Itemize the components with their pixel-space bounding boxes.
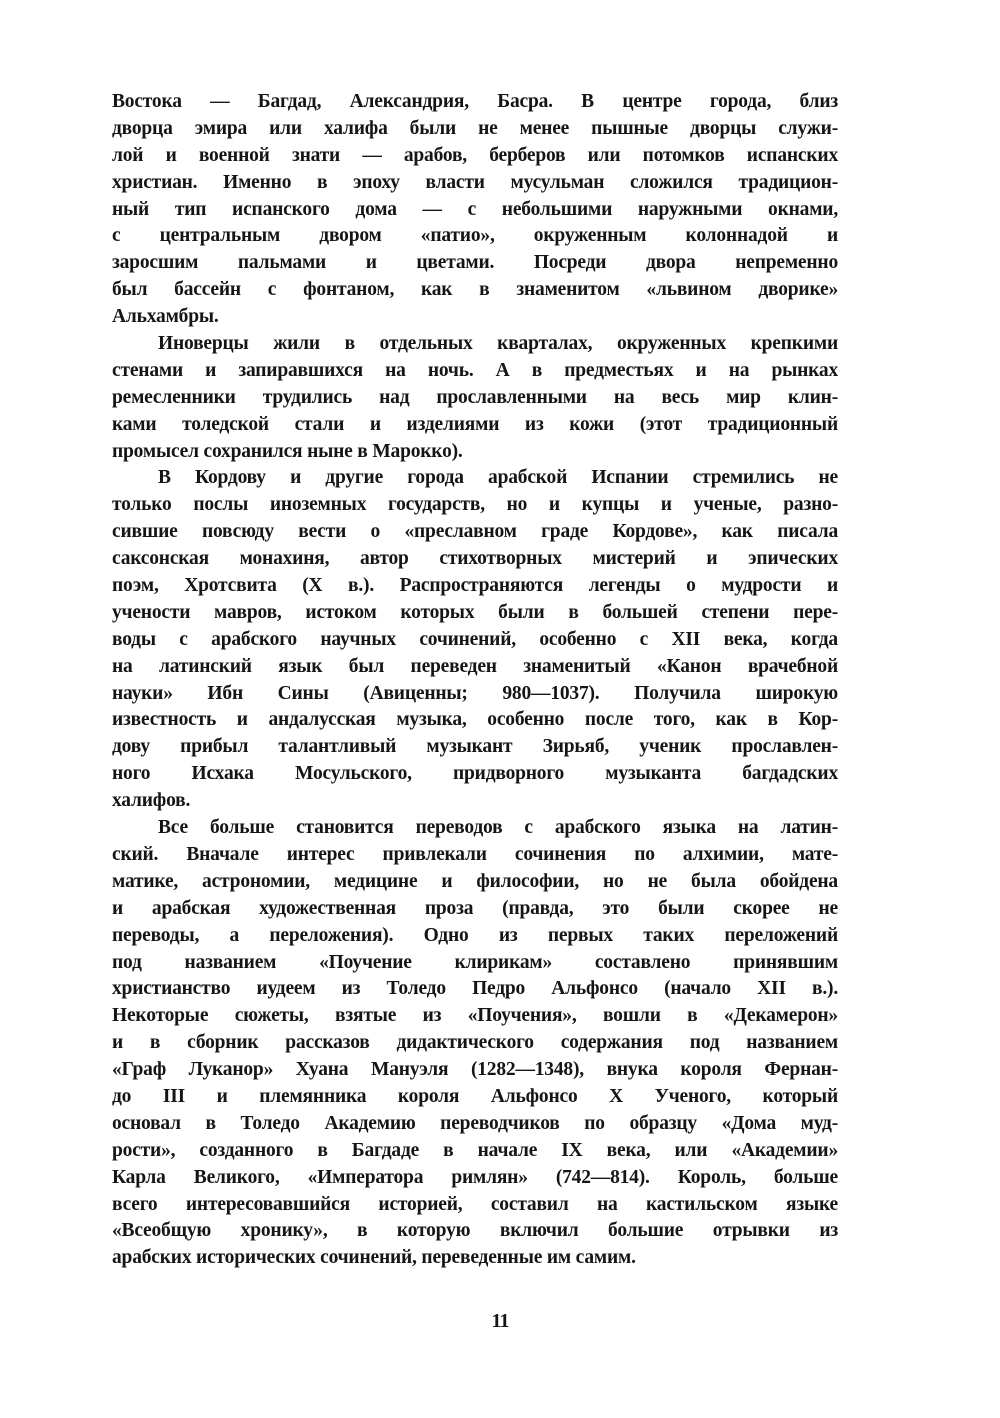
text-line: ремесленники трудились над прославленными на весь мир клин- — [112, 386, 838, 408]
text-line: ский. Вначале интерес привлекали сочинения по алхимии, мате- — [112, 843, 838, 865]
text-line: на латинский язык был переведен знаменитый «Канон врачебной — [112, 655, 838, 677]
text-line: дову прибыл талантливый музыкант Зирьяб, ученик прославлен- — [112, 736, 838, 758]
text-line: всего интересовавшийся историей, составил на кастильском языке — [112, 1193, 838, 1215]
text-line: переводы, а переложения). Одно из первых таких переложений — [112, 924, 838, 946]
text-line: заросшим пальмами и цветами. Посреди двора непременно — [112, 252, 838, 274]
text-line: саксонская монахиня, автор стихотворных мистерий и эпических — [112, 548, 838, 570]
text-line: известность и андалусская музыка, особенно после того, как в Кор- — [112, 709, 838, 731]
text-line: халифов. — [112, 790, 191, 812]
page-number: 11 — [491, 1310, 509, 1332]
text-line: и в сборник рассказов дидактического содержания под названием — [112, 1032, 838, 1054]
text-line: промысел сохранился ныне в Марокко). — [112, 440, 463, 462]
text-line: науки» Ибн Сины (Авиценны; 980—1037). Получила широкую — [112, 682, 838, 704]
text-line: Все больше становится переводов с арабского языка на латин- — [158, 817, 838, 839]
text-line: христианство иудеем из Толедо Педро Альфонсо (начало XII в.). — [112, 978, 838, 1000]
text-line: Альхамбры. — [112, 306, 219, 328]
text-line: «Всеобщую хронику», в которую включил большие отрывки из — [112, 1220, 838, 1242]
text-line: арабских исторических сочинений, переведенные им самим. — [112, 1247, 636, 1269]
text-line: ного Исхака Мосульского, придворного музыканта багдадских — [112, 763, 838, 785]
text-line: дворца эмира или халифа были не менее пышные дворцы служи- — [112, 117, 838, 139]
text-line: воды с арабского научных сочинений, особенно с XII века, когда — [112, 628, 838, 650]
text-line: «Граф Луканор» Хуана Мануэля (1282—1348), внука короля Фернан- — [112, 1059, 838, 1081]
text-line: матике, астрономии, медицине и философии, но не была обойдена — [112, 870, 838, 892]
text-line: В Кордову и другие города арабской Испании стремились не — [158, 467, 838, 489]
text-line: до III и племянника короля Альфонсо X Ученого, который — [112, 1085, 838, 1107]
text-line: ный тип испанского дома — с небольшими наружными окнами, — [112, 198, 838, 220]
paragraph — [112, 465, 838, 815]
text-line: только послы иноземных государств, но и купцы и ученые, разно- — [112, 494, 838, 516]
text-line: поэм, Хротсвита (X в.). Распространяются легенды о мудрости и — [112, 575, 838, 597]
text-line: Востока — Багдад, Александрия, Басра. В центре города, близ — [112, 91, 838, 112]
paragraph — [112, 89, 838, 331]
text-line: и арабская художественная проза (правда, это были скорее не — [112, 897, 838, 919]
text-line: Карла Великого, «Императора римлян» (742—814). Король, больше — [112, 1166, 838, 1188]
text-line: учености мавров, истоком которых были в большей степени пере- — [112, 601, 838, 623]
text-line: под названием «Поучение клирикам» составлено принявшим — [112, 951, 838, 973]
text-line: сившие повсюду вести о «преславном граде Кордове», как писала — [112, 521, 838, 543]
text-line: рости», созданного в Багдаде в начале IX века, или «Академии» — [112, 1139, 838, 1161]
text-line: с центральным двором «патио», окруженным колоннадой и — [112, 225, 838, 247]
text-line: ками толедской стали и изделиями из кожи (этот традиционный — [112, 413, 838, 435]
text-line: христиан. Именно в эпоху власти мусульман сложился традицион- — [112, 171, 838, 193]
text-line: лой и военной знати — арабов, берберов или потомков испанских — [112, 144, 838, 166]
text-line: Иноверцы жили в отдельных кварталах, окруженных крепкими — [158, 333, 838, 355]
paragraph — [112, 331, 838, 465]
paragraph — [112, 815, 838, 1272]
body-text — [112, 89, 838, 1272]
text-line: Некоторые сюжеты, взятые из «Поучения», вошли в «Декамерон» — [112, 1005, 838, 1027]
text-line: основал в Толедо Академию переводчиков по образцу «Дома муд- — [112, 1112, 838, 1134]
text-line: был бассейн с фонтаном, как в знаменитом «львином дворике» — [112, 279, 838, 301]
text-line: стенами и запиравшихся на ночь. А в предместьях и на рынках — [112, 359, 838, 381]
